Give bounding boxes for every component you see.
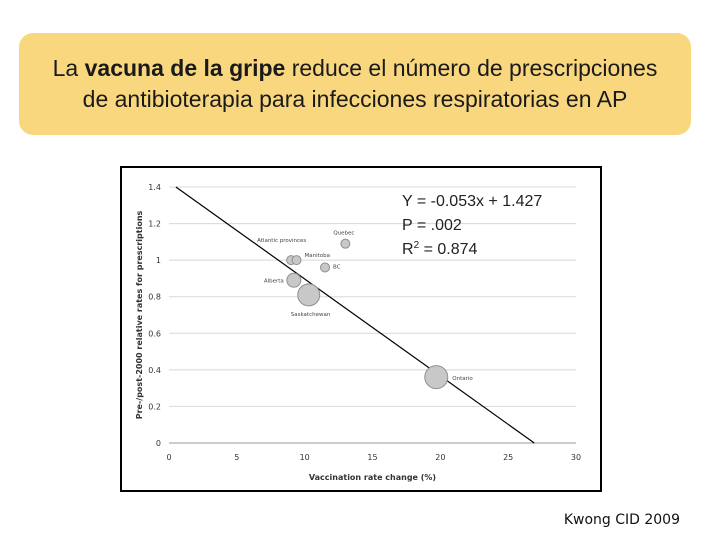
y-axis-title: Pre-/post-2000 relative rates for prescriptions (135, 210, 144, 420)
point-label: Ontario (452, 376, 473, 383)
y-tick-label: 1.4 (148, 183, 161, 192)
y-tick-label: 0 (155, 439, 161, 448)
x-tick-label: 5 (234, 453, 240, 462)
title-line-1 (53, 53, 658, 84)
data-point (425, 366, 448, 389)
title-bold: vacuna de la gripe (84, 54, 286, 81)
point-label: Saskatchewan (290, 311, 331, 318)
r-squared-annotation: $R^2 = 0.874$ (402, 240, 478, 258)
x-tick-label: 10 (299, 453, 310, 462)
data-point (321, 263, 330, 272)
data-point (287, 273, 301, 287)
point-label: Alberta (263, 278, 284, 285)
y-tick-label: 0.2 (148, 402, 161, 412)
point-label: Quebec (333, 230, 355, 237)
x-tick-label: 15 (367, 453, 378, 462)
p-value-annotation: P = .002 (402, 217, 462, 234)
y-tick-label: 1 (155, 256, 161, 266)
data-point (298, 284, 320, 306)
title-part1: La (52, 54, 85, 81)
title-line-2: de antibioterapia para infecciones respiratorias en AP (82, 86, 628, 112)
y-tick-label: 0.4 (148, 365, 161, 375)
x-tick-label: 30 (570, 453, 582, 462)
y-tick-label: 0.8 (148, 292, 161, 302)
x-tick-label: 25 (503, 453, 514, 462)
point-label: Atlantic provinces (257, 238, 307, 245)
regression-line (176, 187, 534, 443)
x-axis-title: Vaccination rate change (%) (308, 473, 437, 482)
data-point (292, 256, 301, 265)
scatter-chart (122, 168, 600, 490)
title-box (19, 33, 691, 135)
point-label: Manitoba (304, 253, 331, 260)
y-tick-label: 0.6 (148, 329, 161, 339)
x-tick-label: 0 (166, 453, 172, 462)
title-part2: reduce el número de prescripciones (285, 54, 658, 81)
chart-frame (120, 166, 602, 492)
point-label: BC (333, 264, 341, 271)
x-tick-label: 20 (435, 453, 446, 462)
equation-annotation: Y = -0.053x + 1.427 (402, 193, 543, 210)
data-point (341, 239, 350, 248)
y-tick-label: 1.2 (148, 219, 161, 229)
citation: Kwong CID 2009 (563, 512, 680, 528)
